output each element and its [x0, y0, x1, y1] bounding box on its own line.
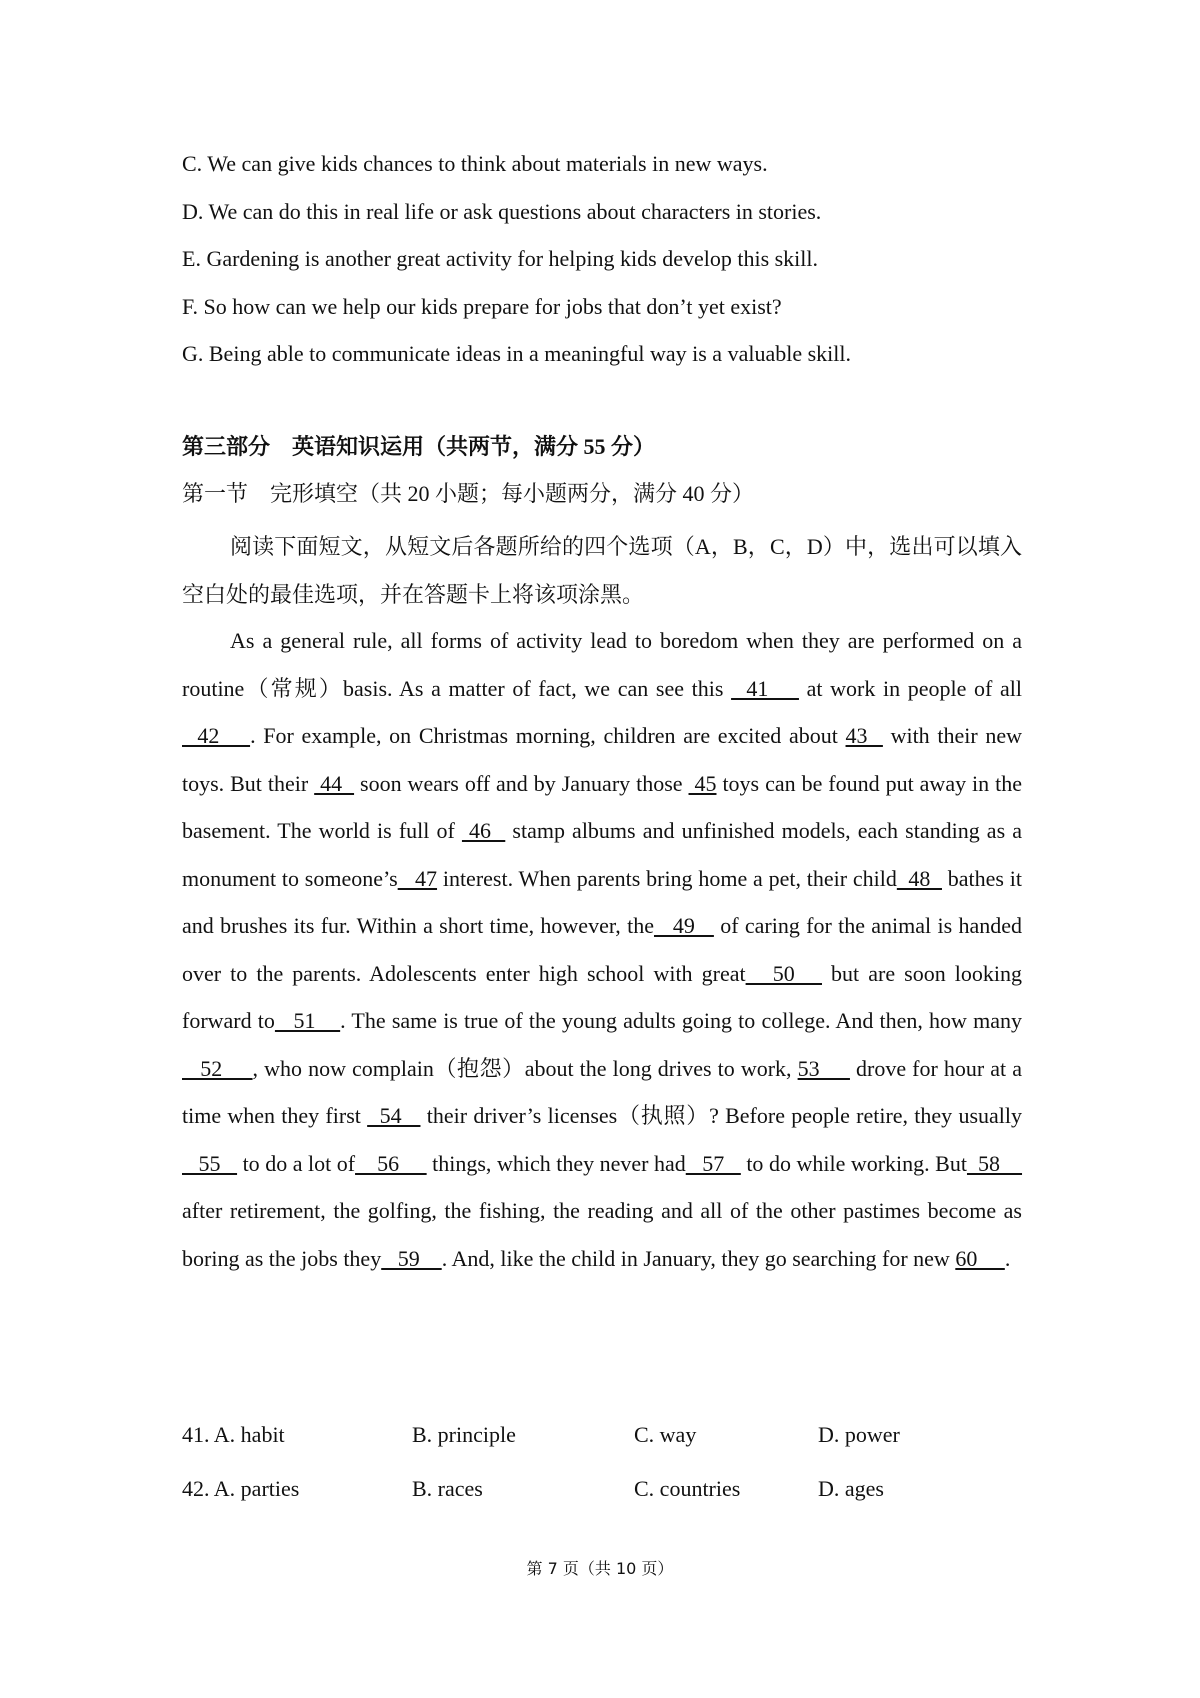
- passage-text: to do a lot of: [237, 1150, 356, 1176]
- section-title: 第三部分 英语知识运用（共两节，满分 55 分）: [182, 434, 656, 459]
- cloze-blank: 52: [182, 1055, 253, 1081]
- cloze-blank: 47: [397, 865, 438, 891]
- cloze-blank: 55: [182, 1150, 238, 1176]
- passage-text: but are soon looking forward to: [182, 960, 1022, 1033]
- instructions: 阅读下面短文，从短文后各题所给的四个选项（A，B，C，D）中，选出可以填入空白处的最佳选项，并在答题卡上将该项涂黑。: [182, 534, 1022, 607]
- cloze-blank: 59: [381, 1245, 442, 1271]
- cloze-blank: 44: [314, 770, 355, 796]
- option-e: E. Gardening is another great activity for helping kids develop this skill.: [182, 246, 819, 271]
- passage-text: interest. When parents bring home a pet, their child: [437, 865, 897, 891]
- passage-text: As a general rule, all forms of activity lead to boredom when they are performed on a routine（常规）basis. As a matter of fact, we can see this: [182, 628, 1022, 701]
- question-41-option-c: C. way: [634, 1422, 697, 1447]
- passage-text: after retirement, the golfing, the fishing, the reading and all of the other pastimes become as boring as the jobs they: [182, 1198, 1022, 1271]
- passage-text: things, which they never had: [426, 1150, 686, 1176]
- cloze-blank: 42: [182, 723, 251, 748]
- question-42-option-b: B. races: [412, 1476, 483, 1501]
- passage-text: . For example, on Christmas morning, children are excited about: [250, 723, 846, 748]
- answer-options-list: [182, 140, 1022, 378]
- passage-text: to do while working. But: [740, 1150, 967, 1176]
- option-d: D. We can do this in real life or ask questions about characters in stories.: [182, 198, 822, 224]
- page-footer: 第 7 页（共 10 页）: [526, 1559, 674, 1578]
- passage-text: soon wears off and by January those: [354, 770, 689, 796]
- cloze-blank: 41: [731, 675, 799, 701]
- cloze-blank: 54: [367, 1103, 421, 1128]
- question-41-option-d: D. power: [818, 1422, 900, 1447]
- cloze-blank: 58: [966, 1150, 1023, 1176]
- passage-text: stamp albums and unfinished models, each standing as a monument to someone’s: [182, 818, 1023, 891]
- cloze-blank: 51: [274, 1008, 341, 1033]
- question-42-option-c: C. countries: [634, 1476, 741, 1501]
- question-42: [182, 1476, 1022, 1506]
- cloze-passage: [182, 617, 1022, 1282]
- question-41-option-b: B. principle: [412, 1422, 516, 1447]
- cloze-blank: 57: [685, 1150, 741, 1176]
- passage-text: their driver’s licenses（执照）? Before people retire, they usually: [420, 1103, 1022, 1128]
- cloze-blank: 45: [688, 770, 717, 796]
- cloze-blank: 49: [653, 913, 714, 938]
- passage-text: toys can be found put away in the basement. The world is full of: [182, 770, 1023, 843]
- cloze-blank: 48: [896, 865, 942, 891]
- question-42-option-d: D. ages: [818, 1476, 884, 1501]
- question-41-option-a: 41. A. habit: [182, 1422, 285, 1447]
- passage-text: at work in people of all: [798, 675, 1022, 701]
- passage-text: drove for hour at a time when they first: [182, 1055, 1023, 1128]
- option-c: C. We can give kids chances to think about materials in new ways.: [182, 151, 768, 176]
- cloze-blank: 53: [797, 1055, 850, 1081]
- cloze-blank: 43: [845, 723, 883, 748]
- passage-text: . The same is true of the young adults going to college. And then, how many: [340, 1008, 1022, 1033]
- passage-text: , who now complain（抱怨）about the long drives to work,: [252, 1055, 798, 1081]
- passage-text: of caring for the animal is handed over to the parents. Adolescents enter high school with great: [182, 913, 1022, 986]
- cloze-blank: 46: [461, 818, 506, 843]
- passage-text: .: [1004, 1245, 1011, 1271]
- option-g: G. Being able to communicate ideas in a meaningful way is a valuable skill.: [182, 341, 851, 366]
- question-42-option-a: 42. A. parties: [182, 1476, 300, 1501]
- subsection-title: 第一节 完形填空（共 20 小题；每小题两分，满分 40 分）: [182, 481, 755, 506]
- cloze-blank: 60: [955, 1245, 1005, 1271]
- cloze-blank: 56: [355, 1150, 427, 1176]
- passage-text: . And, like the child in January, they go searching for new: [441, 1245, 956, 1271]
- passage-text: bathes it and brushes its fur. Within a short time, however, the: [182, 865, 1022, 938]
- cloze-blank: 50: [745, 960, 822, 986]
- option-f: F. So how can we help our kids prepare for jobs that don’t yet exist?: [182, 293, 782, 319]
- passage-text: with their new toys. But their: [182, 723, 1023, 796]
- question-41: [182, 1422, 1022, 1452]
